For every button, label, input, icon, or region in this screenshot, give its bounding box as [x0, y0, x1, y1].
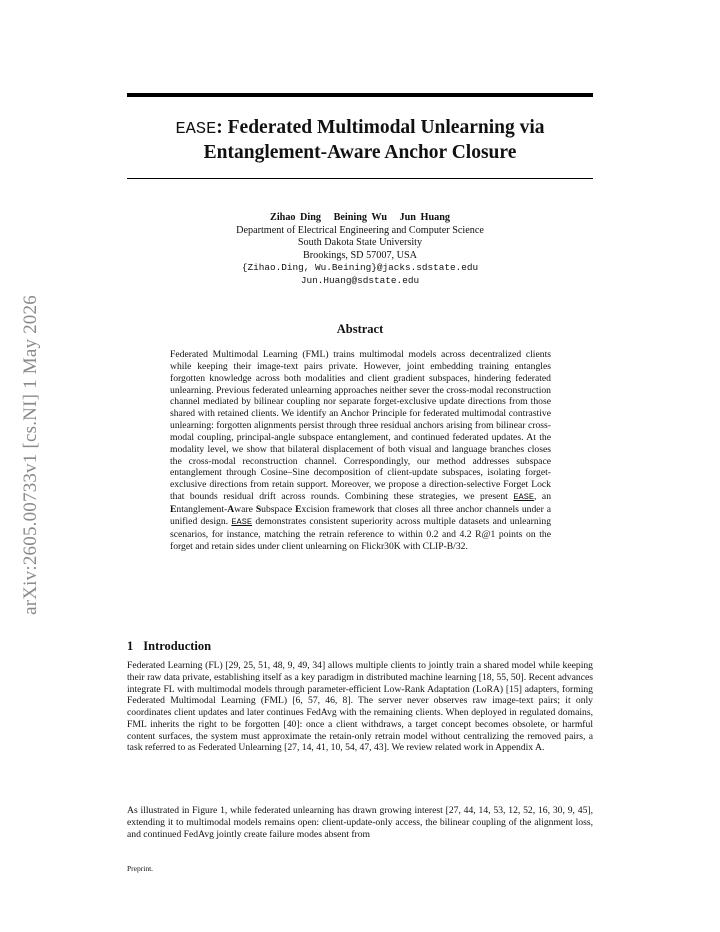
author-email: Jun.Huang@sdstate.edu: [300, 274, 420, 286]
title-line1: : Federated Multimodal Unlearning via: [216, 117, 545, 138]
author-department: Department of Electrical Engineering and Computer Science: [236, 224, 484, 236]
title-system-name: EASE: [175, 120, 217, 139]
intro-paragraph: As illustrated in Figure 1, while federated unlearning has drawn growing interest [27, 44, 14, 53, 12, 52, 16, 30, 9, 45], extending it to multimodal models remains open: client-update-only access, the bilinear coupling of the alignment loss, and continued FedAvg jointly create failure modes absent from: [127, 805, 593, 840]
intro-paragraph: Federated Learning (FL) [29, 25, 51, 48, 9, 49, 34] allows multiple clients to jointly train a shared model while keeping their raw data private, establishing itself as a key paradigm in distributed machine learning [18, 55, 50]. Recent advances integrate FL with multimodal models through parameter-efficient Low-Rank Adaptation (LoRA) [15] adapters, forming Federated Multimodal Learning (FML) [6, 57, 46, 8]. The server never observes raw image-text pairs; it only coordinates client updates and later continues FedAvg with the remaining clients. When deployed in regulated domains, FML inherits the right to be forgotten [40]: once a client withdraws, a target concept becomes obsolete, or harmful content surfaces, the system must approximate the retain-only retrain model without centralizing the removed pairs, a task referred to as Federated Unlearning [27, 14, 41, 10, 54, 47, 43]. We review related work in Appendix A.: [127, 660, 593, 754]
abstract-part: ntanglement-: [176, 503, 228, 515]
section-title: Introduction: [143, 639, 212, 653]
acronym-letter: A: [227, 503, 235, 515]
section-heading-introduction: [127, 639, 211, 654]
abstract-text: [170, 349, 551, 552]
author-block: [127, 212, 593, 288]
abstract-part: Federated Multimodal Learning (FML) trains multimodal models across decentralized clients while keeping their image-text pairs private. However, joint embedding training entangles forgotten knowledge across both modalities and client gradient subspaces, hindering federated unlearning. Previous federated unlearning approaches neither sever the cross-modal reconstruction channel mediated by bilinear coupling nor separate forget-exclusive update directions from those shared with retained clients. We identify an Anchor Principle for federated multimodal contrastive unlearning: forgotten alignments persist through three residual anchors arising from bilinear cross-modal coupling, principal-angle subspace entanglement, and continued federated updates. At the modality level, we show that bilateral displacement of both visual and language branches closes the cross-modal reconstruction channel. Correspondingly, our method addresses subspace entanglement through Cosine–Sine decomposition of client-update subspaces, isolating forget-exclusive directions from retain support. Moreover, we propose a direction-selective Forget Lock that bounds residual drift across rounds. Combining these strategies, we present: [170, 349, 551, 503]
author-location: Brookings, SD 57007, USA: [302, 249, 418, 261]
paper-title: [127, 116, 593, 164]
author-name: Zihao Ding: [270, 212, 322, 223]
author-name: Beining Wu: [333, 212, 387, 223]
system-name: EASE: [231, 516, 253, 527]
acronym-letter: E: [295, 503, 302, 515]
arxiv-sidebar-stamp: [17, 265, 45, 645]
abstract-part: , an: [534, 491, 552, 503]
title-rule-bottom: [127, 178, 593, 179]
author-names: [127, 212, 593, 225]
abstract-heading: Abstract: [336, 322, 384, 336]
abstract-part: ware: [234, 503, 253, 515]
title-rule-top: [127, 93, 593, 97]
abstract-part: xcision framework that closes all three anchor channels under a unified design.: [170, 503, 551, 527]
author-email: {Zihao.Ding, Wu.Beining}@jacks.sdstate.edu: [241, 262, 479, 274]
abstract-part: ubspace: [261, 503, 293, 515]
footer-note: Preprint.: [127, 864, 154, 873]
system-name: EASE: [513, 492, 535, 503]
title-line2: Entanglement-Aware Anchor Closure: [203, 142, 517, 163]
author-university: South Dakota State University: [297, 237, 423, 249]
acronym-letter: S: [255, 503, 262, 515]
abstract-part: demonstrates consistent superiority across multiple datasets and unlearning scenarios, for instance, matching the retrain reference to within 0.2 and 4.2 R@1 points on the forget and retain sides under client unlearning on Flickr30K with CLIP-B/32.: [170, 515, 552, 552]
acronym-letter: E: [170, 503, 177, 515]
arxiv-identifier: arXiv:2605.00733v1 [cs.NI] 1 May 2026: [20, 295, 41, 615]
section-number: 1: [127, 639, 134, 653]
author-name: Jun Huang: [399, 212, 450, 223]
